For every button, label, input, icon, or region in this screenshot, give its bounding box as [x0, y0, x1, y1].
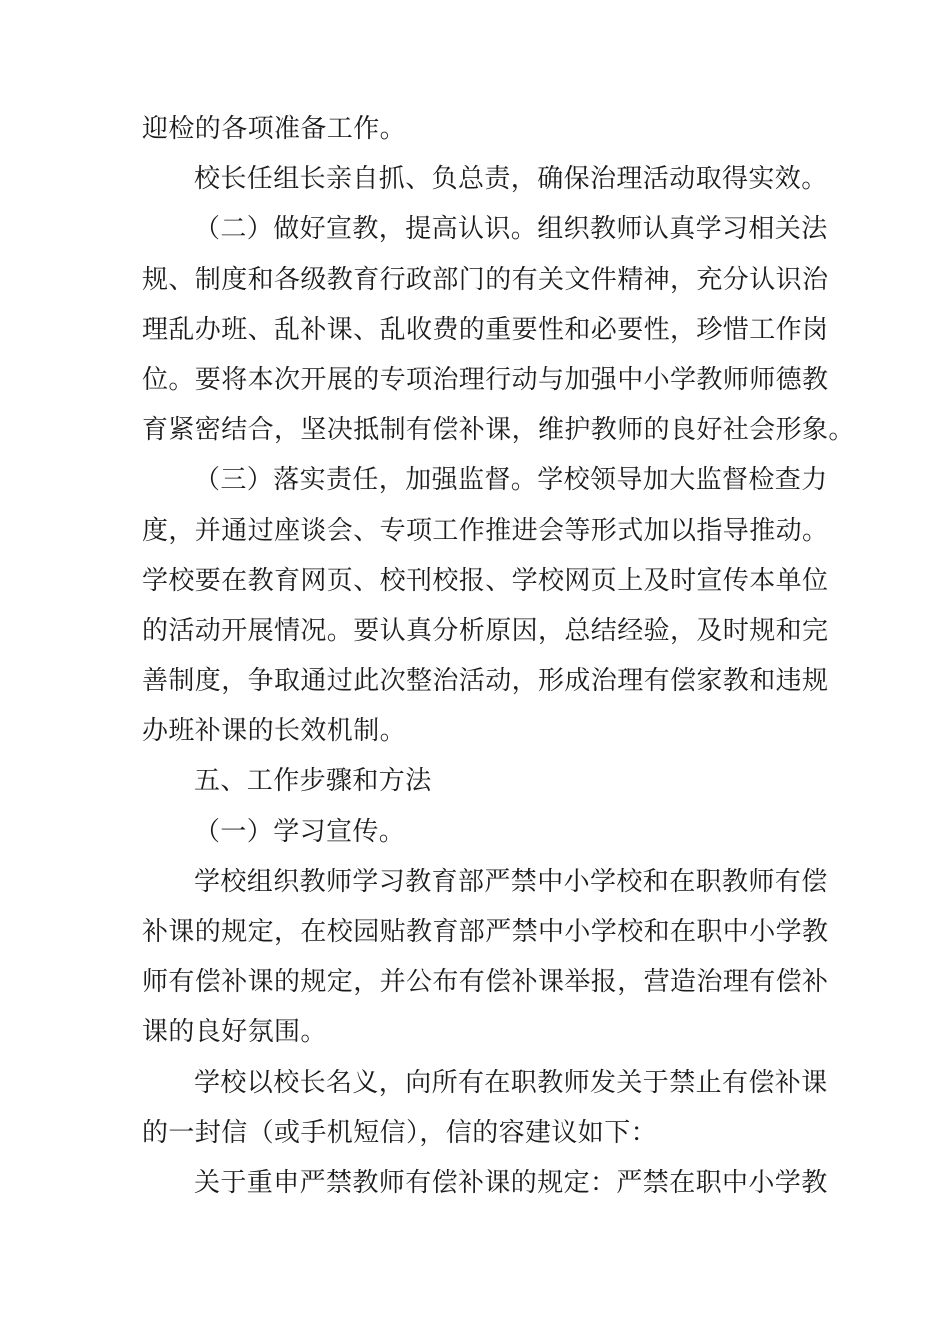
text-line: 办班补课的长效机制。: [142, 716, 407, 747]
text-line: 的活动开展情况。要认真分析原因，总结经验，及时规和完: [142, 615, 829, 646]
text-line: 规、制度和各级教育行政部门的有关文件精神，充分认识治: [142, 264, 829, 295]
text-line: 关于重申严禁教师有偿补课的规定：严禁在职中小学教: [194, 1167, 828, 1198]
text-line: 的一封信（或手机短信），信的容建议如下：: [142, 1117, 658, 1148]
subsection-heading: （一）学习宣传。: [194, 816, 406, 847]
text-line: （三）落实责任，加强监督。学校领导加大监督检查力: [194, 465, 828, 496]
text-line: 学校以校长名义，向所有在职教师发关于禁止有偿补课: [194, 1067, 828, 1098]
text-line: （二）做好宣教，提高认识。组织教师认真学习相关法: [194, 214, 828, 245]
text-line: 位。要将本次开展的专项治理行动与加强中小学教师师德教: [142, 364, 829, 395]
section-heading: 五、工作步骤和方法: [194, 766, 432, 797]
text-line: 课的良好氛围。: [142, 1017, 327, 1048]
text-line: 度，并通过座谈会、专项工作推进会等形式加以指导推动。: [142, 515, 829, 546]
document-body: [142, 104, 855, 1208]
text-line: 校长任组长亲自抓、负总责，确保治理活动取得实效。: [194, 164, 828, 195]
text-line: 学校组织教师学习教育部严禁中小学校和在职教师有偿: [194, 866, 828, 897]
text-line: 迎检的各项准备工作。: [142, 114, 407, 144]
text-line: 学校要在教育网页、校刊校报、学校网页上及时宣传本单位: [142, 565, 829, 596]
text-line: 善制度，争取通过此次整治活动，形成治理有偿家教和违规: [142, 666, 829, 697]
text-line: 补课的规定，在校园贴教育部严禁中小学校和在职中小学教: [142, 917, 829, 947]
text-line: 理乱办班、乱补课、乱收费的重要性和必要性，珍惜工作岗: [142, 314, 829, 345]
text-line: 育紧密结合，坚决抵制有偿补课，维护教师的良好社会形象。: [142, 415, 855, 446]
text-line: 师有偿补课的规定，并公布有偿补课举报，营造治理有偿补: [142, 967, 829, 998]
